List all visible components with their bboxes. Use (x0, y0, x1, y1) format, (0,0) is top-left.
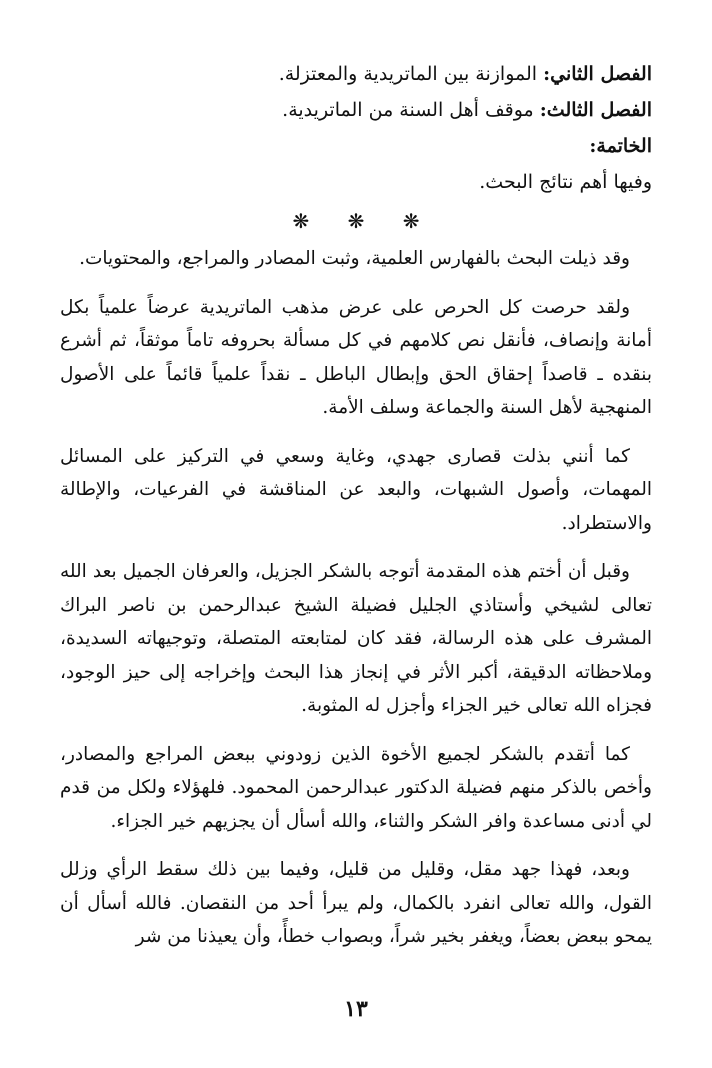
toc-text: الموازنة بين الماتريدية والمعتزلة. (278, 63, 544, 85)
toc-line-conclusion-detail (60, 164, 652, 200)
paragraph-thanks-brothers: كما أتقدم بالشكر لجميع الأخوة الذين زودوني ببعض المراجع والمصادر، وأخص بالذكر منهم فضيلة الدكتور عبدالرحمن المحمود. فلهؤلاء ولكل من قدم لي أدنى مساعدة وافر الشكر والثناء، والله أسأل أن يجزيهم خير الجزاء. (60, 743, 652, 832)
toc-section (60, 56, 652, 200)
toc-label: الخاتمة: (589, 135, 652, 157)
paragraph-method: ولقد حرصت كل الحرص على عرض مذهب الماتريدية عرضاً علمياً بكل أمانة وإنصاف، فأنقل نص كلامهم في كل مسألة بحروفه تاماً موثقاً، ثم أشرع بنقده ـ قاصداً إحقاق الحق وإبطال الباطل ـ نقداً علمياً قائماً على الأصول المنهجية لأهل السنة والجماعة وسلف الأمة. (60, 296, 652, 418)
star-icon: ❋ (347, 209, 365, 233)
toc-label: الفصل الثالث: (539, 99, 652, 121)
star-icon: ❋ (292, 209, 310, 233)
paragraph-thanks-supervisor: وقبل أن أختم هذه المقدمة أتوجه بالشكر الجزيل، والعرفان الجميل بعد الله تعالى لشيخي وأستاذي الجليل فضيلة الشيخ عبدالرحمن بن ناصر البراك المشرف على هذه الرسالة، فقد كان لمتابعته المتصلة، وتوجيهاته السديدة، وملاحظاته الدقيقة، أكبر الأثر في إنجاز هذا البحث وإخراجه إلى حيز الوجود، فجزاه الله تعالى خير الجزاء وأجزل له المثوبة. (60, 561, 652, 716)
paragraph-indexes: وقد ذيلت البحث بالفهارس العلمية، وثبت المصادر والمراجع، والمحتويات. (79, 248, 630, 269)
paragraph-focus: كما أنني بذلت قصارى جهدي، وغاية وسعي في التركيز على المسائل المهمات، وأصول الشبهات، والبعد عن المناقشة في الفرعيات، والإطالة والاستطراد. (60, 445, 652, 534)
toc-line-chapter-3 (60, 92, 652, 128)
paragraph-closing: وبعد، فهذا جهد مقل، وقليل من قليل، وفيما بين ذلك سقط الرأي وزلل القول، والله تعالى انفرد بالكمال، ولم يبرأ أحد من النقصان. فالله أسأل أن يمحو ببعض بعضاً، ويغفر بخير شراً، وبصواب خطأً، وأن يعيذنا من شر (60, 859, 652, 947)
toc-line-conclusion (60, 128, 652, 164)
toc-text: موقف أهل السنة من الماتريدية. (282, 99, 540, 121)
toc-label: الفصل الثاني: (543, 63, 652, 85)
toc-line-chapter-2 (60, 56, 652, 92)
section-separator (60, 200, 652, 242)
star-icon: ❋ (402, 209, 420, 233)
toc-text: وفيها أهم نتائج البحث. (479, 171, 652, 193)
book-page (60, 56, 652, 1028)
page-number: ١٣ (344, 996, 368, 1022)
